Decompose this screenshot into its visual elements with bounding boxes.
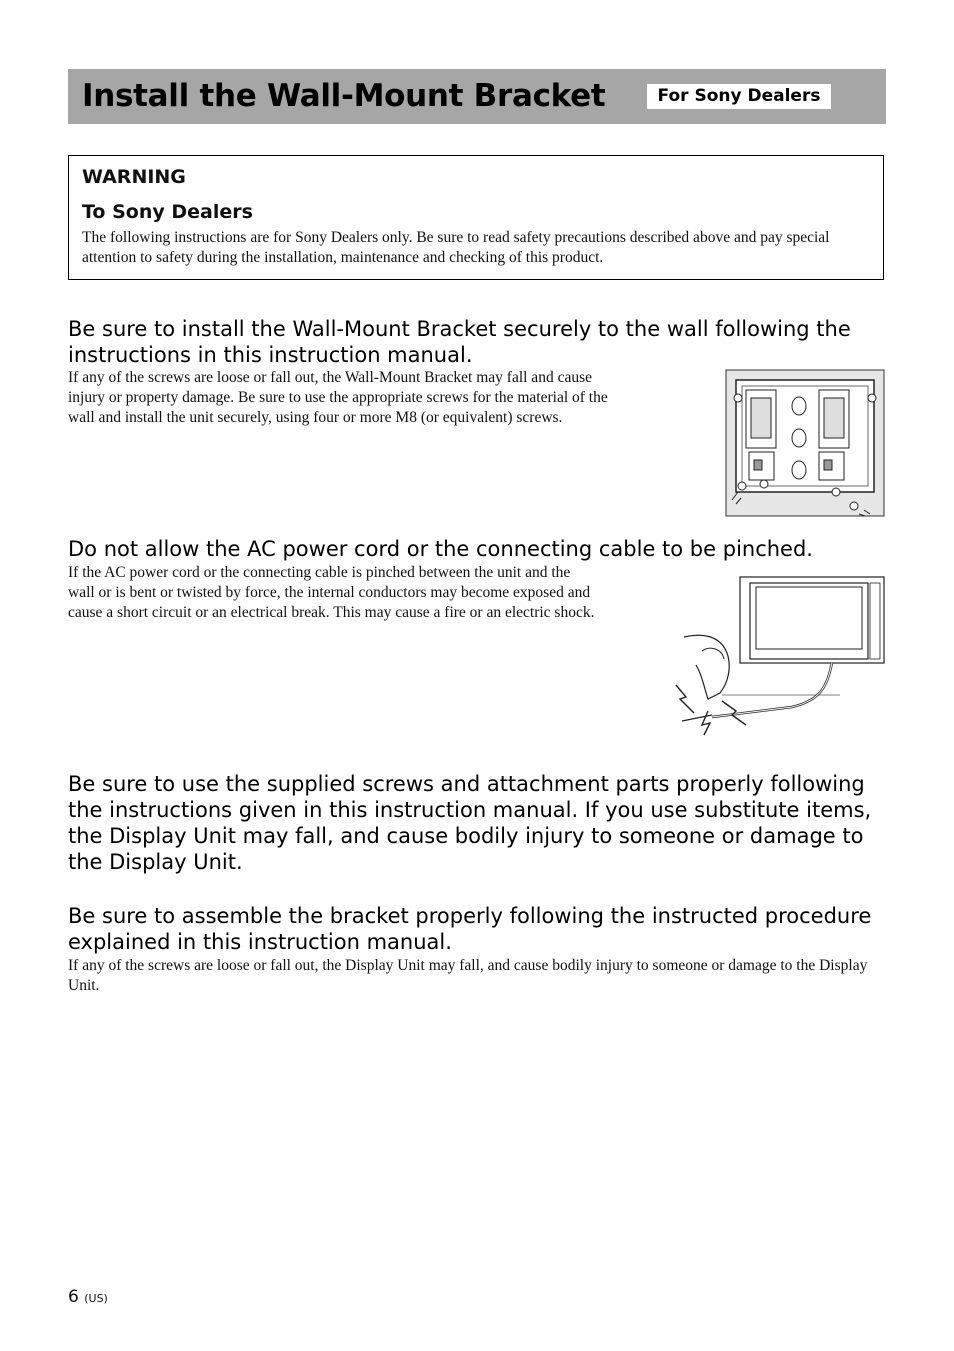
section-body-cord: If the AC power cord or the connecting cable is pinched between the unit and the wall or is bent or twisted by force, the internal conductors may become exposed and cause a short circuit or an electrical break. This may cause a fire or an electric shock. [68, 564, 595, 621]
page-number-value: 6 [68, 1287, 79, 1307]
section-heading-screws: Be sure to use the supplied screws and attachment parts properly following the instructions given in this instruction manual. If you use substitute items, the Display Unit may fall, and cause bodily injury to someone or damage to the Display Unit. [68, 772, 872, 874]
page-title: Install the Wall-Mount Bracket [82, 78, 606, 114]
pinched-cable-illustration [672, 575, 888, 740]
section-heading-bracket: Be sure to install the Wall-Mount Bracket securely to the wall following the instructions in this instruction manual. [68, 317, 851, 367]
dealer-badge: For Sony Dealers [647, 84, 831, 109]
warning-text: The following instructions are for Sony Dealers only. Be sure to read safety precautions described above and pay special attention to safety during the installation, maintenance and checking of this product. [82, 229, 830, 266]
header-bar [68, 69, 886, 124]
warning-title: WARNING [82, 166, 186, 188]
section-body-bracket: If any of the screws are loose or fall out, the Wall-Mount Bracket may fall and cause injury or property damage. Be sure to use the appropriate screws for the material of the wall and install the unit securely, using four or more M8 (or equivalent) screws. [68, 369, 608, 426]
warning-subtitle: To Sony Dealers [82, 201, 253, 223]
wall-bracket-illustration [724, 368, 886, 518]
page-number-suffix: (US) [84, 1292, 108, 1305]
page-number [68, 1287, 108, 1307]
section-body-assemble: If any of the screws are loose or fall out, the Display Unit may fall, and cause bodily injury to someone or damage to the Display Unit. [68, 957, 868, 994]
section-heading-assemble: Be sure to assemble the bracket properly following the instructed procedure explained in this instruction manual. [68, 904, 872, 954]
warning-box [68, 155, 884, 280]
section-heading-cord: Do not allow the AC power cord or the connecting cable to be pinched. [68, 537, 813, 561]
